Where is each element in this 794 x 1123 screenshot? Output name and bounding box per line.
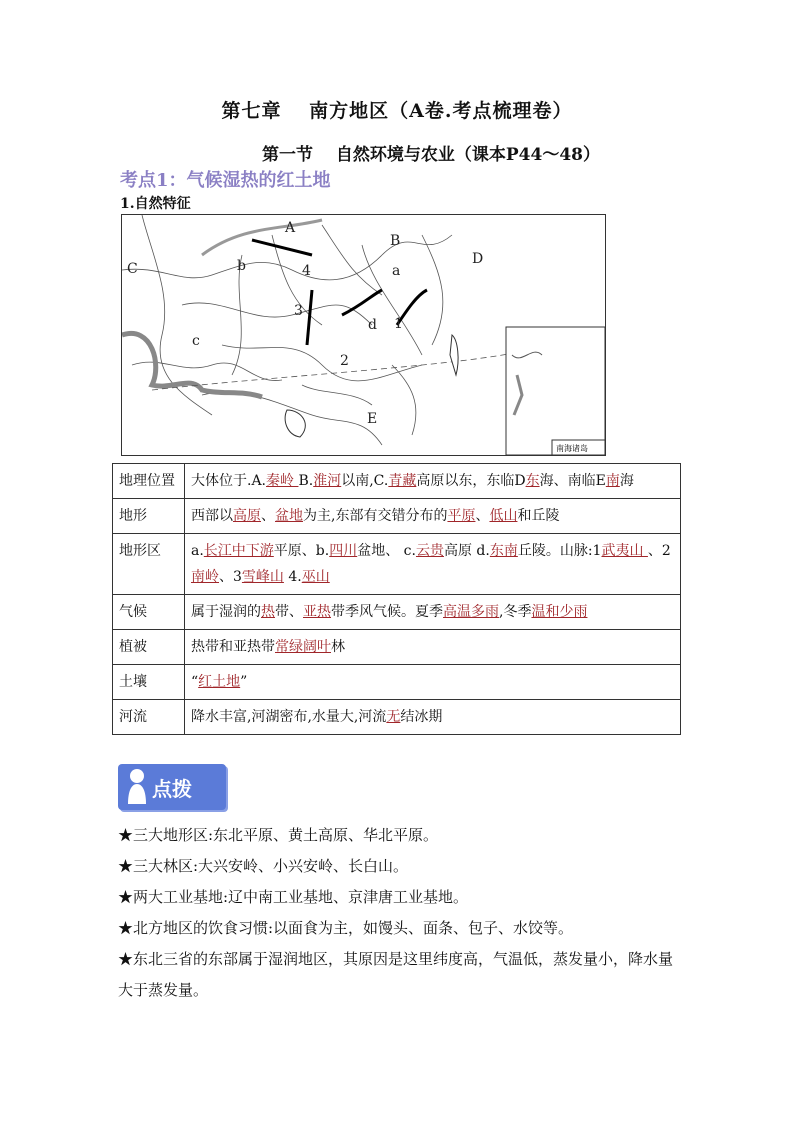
table-row <box>113 630 681 665</box>
answer-text: 低山 <box>489 508 518 524</box>
row-text: 高原以东，东临D <box>416 473 526 489</box>
tips-list <box>118 820 683 1006</box>
south-china-map <box>121 214 606 456</box>
answer-text: 高温多雨 <box>443 604 499 620</box>
row-value <box>185 534 681 595</box>
row-text: 高原 d. <box>443 543 490 559</box>
row-key: 地理位置 <box>113 464 185 499</box>
answer-text: 红土地 <box>198 674 241 690</box>
row-text: 海 <box>619 473 634 489</box>
row-text: 大体位于.A. <box>191 473 267 489</box>
row-value <box>185 665 681 700</box>
table-row <box>113 464 681 499</box>
answer-text: 四川 <box>329 543 358 559</box>
row-text: ” <box>240 674 248 690</box>
row-text: 属于湿润的 <box>191 604 261 620</box>
answer-text: 南 <box>605 473 620 489</box>
row-text: 林 <box>331 639 345 655</box>
row-text: 平原、b. <box>273 543 330 559</box>
tip-item: ★三大地形区:东北平原、黄土高原、华北平原。 <box>118 826 439 844</box>
answer-text: 盆地 <box>275 508 303 524</box>
map-label-d: d <box>368 317 377 333</box>
row-key: 气候 <box>113 595 185 630</box>
answer-text: 高原 <box>233 508 261 524</box>
row-value <box>185 700 681 735</box>
answer-text: 热 <box>261 604 275 620</box>
row-text: 西部以 <box>191 508 233 524</box>
row-key: 植被 <box>113 630 185 665</box>
answer-text: 东 <box>525 473 540 489</box>
row-text: a. <box>191 543 204 559</box>
answer-text: 巫山 <box>301 569 330 585</box>
subheading: 1.自然特征 <box>120 196 191 212</box>
tip-item: ★两大工业基地:辽中南工业基地、京津唐工业基地。 <box>118 888 469 906</box>
chapter-title: 第七章 南方地区（A卷.考点梳理卷） <box>221 100 573 122</box>
row-text: ,冬季 <box>499 604 532 620</box>
table-row <box>113 534 681 595</box>
kaodian-heading: 考点1：气候湿热的红土地 <box>120 170 331 191</box>
map-label-a: a <box>392 263 401 279</box>
answer-text: 淮河 <box>313 473 342 489</box>
table-row <box>113 499 681 534</box>
answer-text: 常绿阔叶 <box>275 639 331 655</box>
map-label-B: B <box>390 233 401 249</box>
table-row <box>113 595 681 630</box>
row-text: 、2 <box>647 543 671 559</box>
row-text: 丘陵。山脉:1 <box>517 543 602 559</box>
row-text: “ <box>191 674 199 690</box>
answer-text: 青藏 <box>388 473 417 489</box>
answer-text: 东南 <box>489 543 518 559</box>
row-text: 结冰期 <box>400 709 443 725</box>
row-value <box>185 464 681 499</box>
row-text: 盆地、 c. <box>357 543 416 559</box>
row-key: 土壤 <box>113 665 185 700</box>
answer-text: 亚热 <box>303 604 331 620</box>
answer-text: 无 <box>386 709 401 725</box>
row-value <box>185 595 681 630</box>
map-label-4: 4 <box>302 263 311 279</box>
answer-text: 武夷山 <box>601 543 648 559</box>
map-label-E: E <box>367 411 378 427</box>
tip-item: ★东北三省的东部属于湿润地区，其原因是这里纬度高，气温低，蒸发量小，降水量大于蒸发量。 <box>118 950 674 999</box>
row-text: 、 <box>475 508 490 524</box>
answer-text: 南岭 <box>191 569 219 585</box>
map-label-C: C <box>127 261 138 277</box>
table-row <box>113 665 681 700</box>
map-label-c: c <box>192 333 200 349</box>
answer-text: 雪峰山 <box>241 569 284 585</box>
row-value <box>185 630 681 665</box>
row-value <box>185 499 681 534</box>
answer-text: 云贵 <box>415 543 444 559</box>
map-label-2: 2 <box>340 353 349 369</box>
row-key: 地形区 <box>113 534 185 595</box>
row-text: 降水丰富,河湖密布,水量大,河流 <box>191 709 387 725</box>
section-title: 第一节 自然环境与农业（课本P44～48） <box>261 145 600 165</box>
answer-text: 长江中下游 <box>203 543 274 559</box>
row-text: 带季风气候。夏季 <box>331 604 443 620</box>
row-text: 和丘陵 <box>517 508 560 524</box>
map-label-3: 3 <box>294 303 303 319</box>
answer-text: 秦岭 <box>266 473 299 489</box>
person-icon <box>122 764 152 810</box>
features-table <box>112 463 681 735</box>
inset-label: 南海诸岛 <box>556 444 588 453</box>
row-key: 地形 <box>113 499 185 534</box>
map-label-1: 1 <box>394 316 403 332</box>
tip-item: ★北方地区的饮食习惯:以面食为主，如馒头、面条、包子、水饺等。 <box>118 919 574 937</box>
answer-text: 平原 <box>447 508 476 524</box>
row-key: 河流 <box>113 700 185 735</box>
row-text: 、 <box>261 508 275 524</box>
table-row <box>113 700 681 735</box>
map-svg <box>122 215 605 455</box>
row-text: 4. <box>283 569 302 585</box>
tip-item: ★三大林区:大兴安岭、小兴安岭、长白山。 <box>118 857 409 875</box>
row-text: 海、南临E <box>539 473 606 489</box>
row-text: 以南,C. <box>341 473 389 489</box>
row-text: 热带和亚热带 <box>191 639 275 655</box>
row-text: B. <box>298 473 314 489</box>
dianbo-badge <box>118 764 226 810</box>
row-text: 、3 <box>219 569 242 585</box>
row-text: 为主,东部有交错分布的 <box>303 508 448 524</box>
badge-label: 点拨 <box>152 777 192 801</box>
answer-text: 温和少雨 <box>531 604 588 620</box>
map-label-A: A <box>285 220 296 236</box>
map-label-b: b <box>237 258 246 274</box>
map-label-D: D <box>472 251 484 267</box>
row-text: 带、 <box>275 604 303 620</box>
